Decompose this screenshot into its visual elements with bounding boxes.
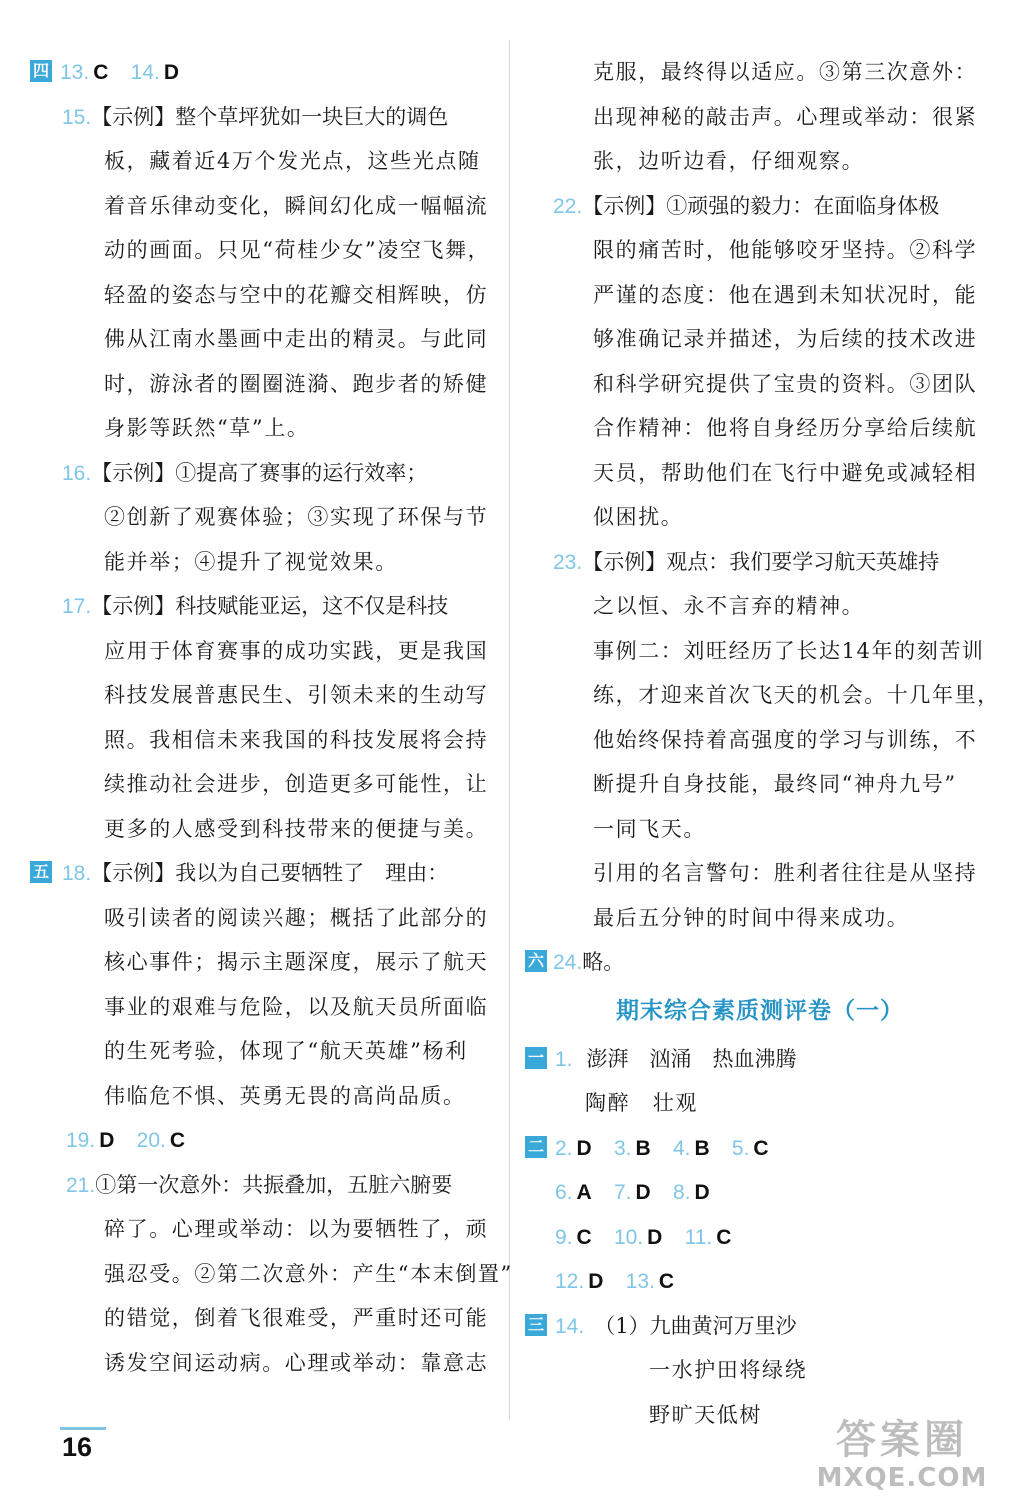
answer-line — [525, 1259, 995, 1304]
section-badge-3: 三 — [525, 1314, 547, 1336]
answer-line: 更多的人感受到科技带来的便捷与美。 — [104, 816, 489, 841]
answer-choice: D — [576, 1136, 592, 1160]
question-number: 12. — [555, 1270, 585, 1293]
question-number: 1. — [555, 1047, 573, 1071]
answer-line: ②创新了观赛体验；③实现了环保与节 — [104, 505, 489, 529]
answer-line — [525, 184, 995, 229]
answer-text: 【示例】①顽强的毅力：在面临身体极 — [582, 193, 940, 218]
answer-choice: C — [716, 1225, 732, 1249]
answer-choice: D — [635, 1181, 651, 1204]
answer-line: 应用于体育赛事的成功实践，更是我国 — [104, 638, 489, 663]
answer-line: 最后五分钟的时间中得来成功。 — [593, 905, 910, 930]
answer-choice: C — [658, 1270, 675, 1293]
answer-text: 【示例】①提高了赛事的运行效率； — [91, 460, 428, 485]
answer-choice: D — [99, 1129, 115, 1152]
answer-line: 着音乐律动变化，瞬间幻化成一幅幅流 — [104, 193, 489, 218]
question-number: 6. — [555, 1181, 573, 1204]
answer-line: 的生死考验，体现了“航天英雄”杨利 — [104, 1039, 468, 1063]
answer-choice: C — [753, 1136, 769, 1160]
right-column — [525, 50, 1000, 1437]
answer-line — [525, 540, 995, 585]
answer-line: 野旷天低树 — [649, 1402, 762, 1427]
page-number: 16 — [62, 1432, 93, 1462]
answer-line: 能并举；④提升了视觉效果。 — [104, 549, 398, 574]
answer-line: 和科学研究提供了宝贵的资料。③团队 — [593, 371, 978, 396]
section-badge-6: 六 — [525, 950, 547, 972]
question-number: 21. — [66, 1173, 96, 1197]
question-number: 23. — [553, 550, 583, 574]
question-number: 4. — [672, 1136, 691, 1160]
section-badge-5: 五 — [30, 861, 52, 883]
question-number: 10. — [613, 1225, 644, 1249]
question-number: 13. — [625, 1270, 655, 1293]
answer-line: 出现神秘的敲击声。心理或举动：很紧 — [593, 104, 978, 129]
answer-line — [525, 940, 995, 985]
answer-line: 合作精神：他将自身经历分享给后续航 — [593, 416, 978, 440]
question-number: 16. — [62, 461, 92, 485]
answer-line: 克服，最终得以适应。③第三次意外： — [593, 60, 978, 84]
answer-line: 陶醉 壮观 — [585, 1091, 698, 1115]
answer-line: 诱发空间运动病。心理或举动：靠意志 — [104, 1350, 489, 1375]
question-number: 20. — [136, 1129, 166, 1152]
answer-line: 事例二：刘旺经历了长达14年的刻苦训 — [593, 638, 985, 663]
question-number: 8. — [672, 1181, 691, 1204]
left-column — [30, 50, 513, 1385]
answer-line — [30, 95, 495, 140]
answer-line: 科技发展普惠民生、引领未来的生动写 — [104, 683, 489, 707]
question-number: 14. — [555, 1314, 585, 1338]
question-number: 13. — [60, 61, 90, 84]
answer-choice: D — [163, 61, 180, 84]
answer-line: 天员，帮助他们在飞行中避免或减轻相 — [593, 460, 978, 485]
answer-line: 的错觉，倒着飞很难受，严重时还可能 — [104, 1306, 489, 1330]
watermark-url: MXQE.COM — [816, 1463, 988, 1493]
question-number: 24. — [553, 951, 583, 974]
question-number: 18. — [62, 862, 92, 885]
answer-line — [525, 1215, 995, 1260]
answer-choice: C — [169, 1129, 186, 1152]
answer-line — [30, 50, 495, 95]
answer-line — [525, 1126, 995, 1171]
answer-choice: B — [694, 1136, 710, 1160]
answer-line: 张，边听边看，仔细观察。 — [593, 149, 865, 173]
answer-line: 板，藏着近4万个发光点，这些光点随 — [104, 149, 481, 173]
question-number: 19. — [66, 1129, 96, 1152]
answer-line: 续推动社会进步，创造更多可能性，让 — [104, 772, 489, 796]
answer-line: 动的画面。只见“荷桂少女”凌空飞舞， — [104, 238, 491, 262]
exam-title: 期末综合素质测评卷（一） — [616, 997, 904, 1024]
answer-line — [525, 1304, 995, 1349]
question-number: 7. — [613, 1181, 632, 1204]
answer-text: 【示例】科技赋能亚运，这不仅是科技 — [91, 594, 449, 618]
answer-text: 略。 — [582, 950, 625, 974]
answer-choice: C — [576, 1225, 592, 1249]
answer-line: 吸引读者的阅读兴趣；概括了此部分的 — [104, 905, 489, 930]
page-number-bar — [60, 1427, 106, 1430]
answer-text: 【示例】我以为自己要牺牲了 理由： — [91, 861, 449, 885]
answer-line — [525, 1170, 995, 1215]
answer-text: 澎湃 汹涌 热血沸腾 — [586, 1046, 797, 1071]
answer-line: 身影等跃然“草”上。 — [104, 416, 310, 440]
answer-line — [30, 451, 495, 496]
answer-line — [30, 851, 495, 896]
watermark-logo: 答案圈 — [836, 1417, 968, 1463]
answer-line: 伟临危不惧、英勇无畏的高尚品质。 — [104, 1083, 466, 1108]
answer-line: 似困扰。 — [593, 505, 684, 529]
answer-line: 核心事件；揭示主题深度，展示了航天 — [104, 950, 489, 974]
answer-line: 引用的名言警句：胜利者往往是从坚持 — [593, 861, 978, 885]
watermark — [802, 1417, 1002, 1493]
answer-line: 一水护田将绿绕 — [649, 1358, 808, 1382]
answer-choice: A — [576, 1181, 592, 1204]
answer-choice: D — [694, 1181, 710, 1204]
answer-line: 时，游泳者的圈圈涟漪、跑步者的矫健 — [104, 371, 489, 396]
question-number: 5. — [731, 1136, 750, 1160]
question-number: 22. — [553, 194, 583, 218]
answer-line: 佛从江南水墨画中走出的精灵。与此同 — [104, 327, 489, 351]
answer-text: 【示例】观点：我们要学习航天英雄持 — [582, 549, 940, 574]
answer-choice: B — [635, 1136, 651, 1160]
column-divider — [509, 40, 510, 1420]
question-number: 9. — [555, 1225, 573, 1249]
answer-line: 限的痛苦时，他能够咬牙坚持。②科学 — [593, 238, 978, 262]
answer-line: 碎了。心理或举动：以为要牺牲了，顽 — [104, 1217, 489, 1241]
answer-line — [30, 1118, 495, 1163]
answer-line: 练，才迎来首次飞天的机会。十几年里， — [593, 683, 1000, 707]
answer-line: 一同飞天。 — [593, 816, 706, 841]
answer-line: 他始终保持着高强度的学习与训练，不 — [593, 727, 978, 752]
answer-line — [30, 584, 495, 629]
question-number: 14. — [130, 61, 160, 84]
answer-text: （1）九曲黄河万里沙 — [594, 1313, 797, 1338]
question-number: 17. — [62, 595, 92, 618]
answer-line — [525, 1037, 995, 1082]
question-number: 15. — [62, 105, 92, 129]
question-number: 2. — [555, 1136, 573, 1160]
answer-line: 强忍受。②第二次意外：产生“本末倒置” — [104, 1261, 513, 1286]
answer-line: 够准确记录并描述，为后续的技术改进 — [593, 327, 978, 351]
section-badge-1: 一 — [525, 1047, 547, 1069]
answer-line — [30, 1163, 495, 1208]
answer-line: 之以恒、永不言弃的精神。 — [593, 594, 865, 618]
answer-choice: D — [588, 1270, 604, 1293]
question-number: 3. — [613, 1136, 632, 1160]
section-badge-2: 二 — [525, 1136, 547, 1158]
question-number: 11. — [684, 1225, 713, 1249]
answer-choice: D — [647, 1225, 663, 1249]
answer-line: 严谨的态度：他在遇到未知状况时，能 — [593, 282, 978, 307]
answer-text: 【示例】整个草坪犹如一块巨大的调色 — [91, 104, 449, 129]
section-badge-4: 四 — [30, 60, 52, 82]
answer-line: 轻盈的姿态与空中的花瓣交相辉映，仿 — [104, 282, 489, 307]
answer-text: ①第一次意外：共振叠加，五脏六腑要 — [95, 1172, 453, 1197]
answer-line: 断提升自身技能，最终同“神舟九号” — [593, 772, 957, 796]
answer-line: 事业的艰难与危险，以及航天员所面临 — [104, 994, 489, 1019]
answer-line: 照。我相信未来我国的科技发展将会持 — [104, 727, 489, 752]
answer-choice: C — [93, 61, 109, 84]
